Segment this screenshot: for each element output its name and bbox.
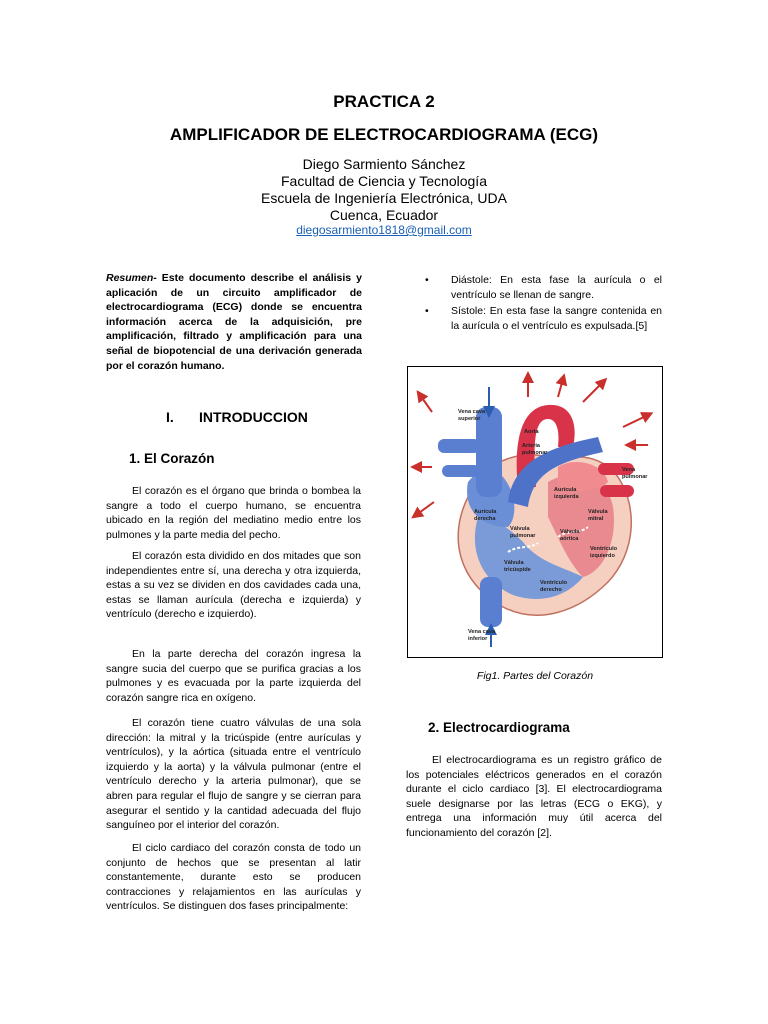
figure-caption: Fig1. Partes del Corazón [476, 670, 594, 682]
bullet-symbol: • [425, 305, 429, 318]
author-location: Cuenca, Ecuador [329, 207, 439, 223]
author-email-link[interactable]: diegosarmiento1818@gmail.com [296, 223, 472, 237]
bullet-symbol: • [425, 274, 429, 286]
label-auricula-izquierda: Aurícula [554, 487, 577, 493]
section-heading-introduccion [166, 409, 308, 425]
label-valvula-pulmonar: pulmonar [510, 533, 536, 539]
author-name: Diego Sarmiento Sánchez [302, 156, 466, 172]
page-title: PRACTICA 2 [333, 92, 435, 111]
list-item [425, 304, 662, 333]
label-arteria-pulmonar: Arteria [522, 443, 541, 449]
author-school: Escuela de Ingeniería Electrónica, UDA [261, 190, 507, 206]
abstract-text: Este documento describe el análisis y aplicación de un circuito amplificador de electrocardiograma (ECG) donde se encuentra información acerca de la adquisición, pre amplificación, filtrado y amplificación para una señal de biopotencial de una derivación generada por el corazón humano. [106, 272, 362, 372]
label-valvula-tricuspide: Válvula [504, 560, 524, 566]
label-aorta: Aorta [524, 429, 539, 435]
label-auricula-derecha: derecha [474, 516, 496, 522]
label-valvula-aortica: aórtica [560, 536, 579, 542]
label-auricula-izquierda: izquierda [554, 494, 579, 500]
label-vena-pulmonar: pulmonar [622, 474, 648, 480]
label-vena-cava-superior: superior [458, 416, 481, 422]
section-number: I. [166, 409, 174, 425]
label-ventriculo-derecho: Ventrículo [540, 580, 568, 586]
paragraph: El ciclo cardiaco del corazón consta de todo un conjunto de hechos que se presentan al latir constantemente, durante esto se producen contracciones y relajamientos en las aurículas y ventrículos. Se distinguen dos fases principalmente: [106, 842, 361, 913]
author-faculty: Facultad de Ciencia y Tecnología [281, 173, 487, 189]
label-vena-pulmonar: Vena [622, 467, 636, 473]
list-item [425, 273, 662, 302]
label-ventriculo-izquierdo: Ventrículo [590, 546, 618, 552]
label-vena-cava-inferior: Vena cava [468, 629, 496, 635]
list-item-text: Diástole: En esta fase la aurícula o el ventrículo se llenan de sangre. [451, 274, 662, 301]
document-subtitle: AMPLIFICADOR DE ELECTROCARDIOGRAMA (ECG) [169, 125, 599, 144]
list-item-text: Sístole: En esta fase la sangre contenida en la aurícula o el ventrículo es expulsada.[5] [451, 305, 662, 332]
heart-diagram [408, 367, 662, 657]
label-ventriculo-izquierdo: izquierdo [590, 553, 615, 559]
label-vena-cava-superior: Vena cava [458, 409, 486, 415]
label-arteria-pulmonar: pulmonar [522, 450, 548, 456]
label-ventriculo-derecho: derecho [540, 587, 562, 593]
label-valvula-mitral: mitral [588, 516, 604, 522]
paragraph: El corazón tiene cuatro válvulas de una sola dirección: la mitral y la tricúspide (entre aurículas y ventrículos), y la aórtica (situada entre el ventrículo izquierdo y la aorta) y la válvula pulmonar (entre el ventrículo derecho y la arteria pulmonar), que se abren para regular el flujo de sangre y se cierran para asegurar el sentido y la cantidad adecuada del flujo sanguíneo por el interior del corazón. [106, 717, 361, 832]
paragraph: En la parte derecha del corazón ingresa la sangre sucia del cuerpo que se purifica gracias a los pulmones y es evacuada por la parte izquierda del corazón sangre rica en oxígeno. [106, 648, 361, 704]
section-title: INTRODUCCION [199, 409, 308, 425]
subsection-heading-corazon: 1. El Corazón [129, 451, 215, 466]
paragraph: El electrocardiograma es un registro gráfico de los potenciales eléctricos generados en el corazón durante el ciclo cardiaco [3]. El electrocardiograma suele designarse por las letras (ECG o EKG), y entrega una información muy útil acerca del funcionamiento del corazón [2]. [406, 754, 662, 839]
abstract [106, 271, 362, 373]
label-vena-cava-inferior: inferior [468, 636, 488, 642]
label-auricula-derecha: Aurícula [474, 509, 497, 515]
abstract-label: Resumen- [106, 272, 157, 284]
label-valvula-aortica: Válvula [560, 529, 580, 535]
label-valvula-mitral: Válvula [588, 509, 608, 515]
cardiac-phase-list [425, 273, 662, 335]
paragraph: El corazón es el órgano que brinda o bombea la sangre a todo el cuerpo humano, se encuentra ubicado en la región del mediatino medio entre los pulmones y la parte media del pecho. [106, 485, 361, 541]
paragraph: El corazón esta dividido en dos mitades que son independientes entre sí, una derecha y otra izquierda, estas a su vez se dividen en dos cavidades cada una, estas se llaman aurícula (derecha e izquierda) y ventrículo (derecho e izquierdo). [106, 550, 361, 621]
heart-diagram-figure [407, 366, 663, 658]
label-valvula-tricuspide: tricúspide [504, 567, 531, 573]
subsection-heading-electrocardiograma: 2. Electrocardiograma [428, 720, 570, 735]
label-valvula-pulmonar: Válvula [510, 526, 530, 532]
